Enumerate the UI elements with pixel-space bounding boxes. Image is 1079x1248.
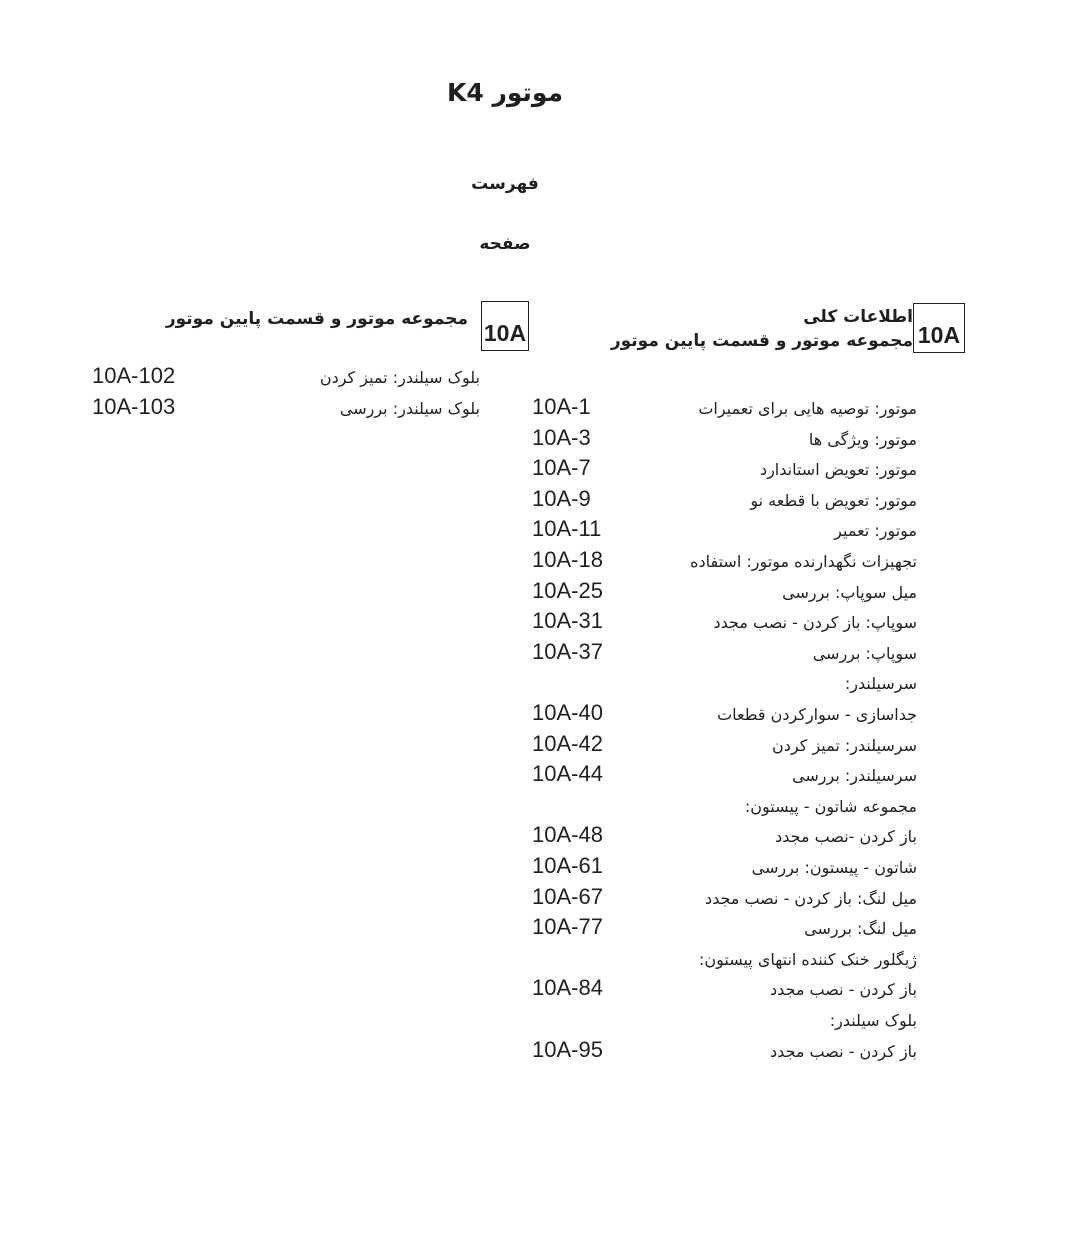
toc-entry[interactable] bbox=[0, 913, 1079, 944]
toc-entry[interactable] bbox=[0, 393, 1079, 424]
toc-entry[interactable] bbox=[0, 821, 1079, 852]
toc-entry-label: ژیگلور خنک کننده انتهای پیستون: bbox=[698, 949, 917, 969]
toc-entry-page: 10A-7 bbox=[532, 455, 591, 481]
toc-entry[interactable] bbox=[0, 577, 1079, 608]
toc-entry-label: میل لنگ: باز کردن - نصب مجدد bbox=[704, 888, 917, 908]
toc-entry-label: موتور: تعمیر bbox=[834, 521, 917, 541]
toc-entry-label: میل لنگ: بررسی bbox=[804, 919, 917, 939]
toc-entry[interactable] bbox=[0, 852, 1079, 883]
toc-entry[interactable] bbox=[0, 791, 1079, 822]
toc-entry[interactable] bbox=[0, 1005, 1079, 1036]
toc-entry-page: 10A-37 bbox=[532, 638, 603, 664]
toc-entry-page: 10A-25 bbox=[532, 577, 603, 603]
toc-entry-label: جداسازی - سوارکردن قطعات bbox=[717, 705, 917, 724]
document-title: موتور K4 bbox=[446, 78, 564, 107]
toc-entry-page: 10A-3 bbox=[532, 424, 591, 450]
toc-entry-page: 10A-48 bbox=[532, 822, 603, 848]
toc-entry-label: سرسیلندر: بررسی bbox=[792, 766, 917, 786]
heading-line-2: مجموعه موتور و قسمت پایین موتور bbox=[610, 331, 913, 351]
toc-entry-label: موتور: ویژگی ها bbox=[808, 429, 917, 449]
toc-entry-label: سرسیلندر: تمیز کردن bbox=[772, 735, 917, 755]
toc-entry-page: 10A-40 bbox=[532, 700, 603, 725]
toc-entry[interactable] bbox=[0, 546, 1079, 577]
toc-entry[interactable] bbox=[0, 944, 1079, 975]
toc-entry-page: 10A-18 bbox=[532, 547, 603, 572]
toc-entry-label: شاتون - پیستون: بررسی bbox=[751, 858, 917, 877]
section-box-left: 10A bbox=[481, 301, 529, 351]
toc-entry-label: موتور: توصیه هایی برای تعمیرات bbox=[698, 399, 917, 418]
toc-entry[interactable] bbox=[0, 730, 1079, 761]
toc-entry[interactable] bbox=[0, 883, 1079, 914]
right-section-heading bbox=[611, 303, 913, 355]
toc-entry-page: 10A-11 bbox=[532, 516, 602, 542]
toc-entry[interactable] bbox=[0, 699, 1079, 730]
toc-entry[interactable] bbox=[0, 362, 1079, 393]
toc-entry[interactable] bbox=[0, 515, 1079, 546]
toc-entry-label: سرسیلندر: bbox=[844, 674, 917, 694]
contents-heading: فهرست bbox=[471, 174, 539, 194]
toc-entry[interactable] bbox=[0, 424, 1079, 455]
toc-entry-label: تجهیزات نگهدارنده موتور: استفاده bbox=[690, 552, 917, 571]
toc-entry[interactable] bbox=[0, 668, 1079, 699]
toc-entry-label: موتور: تعویض استاندارد bbox=[759, 460, 917, 480]
toc-entry-page: 10A-95 bbox=[532, 1036, 603, 1062]
section-box-right: 10A bbox=[913, 303, 965, 353]
page-column-heading: صفحه bbox=[479, 234, 531, 254]
toc-entry[interactable] bbox=[0, 1036, 1079, 1067]
toc-entry-page: 10A-1 bbox=[532, 394, 591, 419]
toc-entry-page: 10A-9 bbox=[532, 485, 591, 511]
left-section-heading: مجموعه موتور و قسمت پایین موتور bbox=[165, 309, 468, 329]
toc-entry-page: 10A-61 bbox=[532, 853, 603, 878]
toc-entry-label: مجموعه شاتون - پیستون: bbox=[744, 796, 917, 816]
toc-entry[interactable] bbox=[0, 760, 1079, 791]
toc-entry[interactable] bbox=[0, 454, 1079, 485]
toc-entry-page: 10A-102 bbox=[92, 363, 176, 388]
toc-entry-label: سوپاپ: بررسی bbox=[812, 643, 917, 663]
toc-entry-page: 10A-31 bbox=[532, 608, 603, 634]
toc-entry-label: سوپاپ: باز کردن - نصب مجدد bbox=[713, 613, 917, 633]
toc-entry-label: باز کردن - نصب مجدد bbox=[770, 1041, 917, 1061]
toc-entry[interactable] bbox=[0, 607, 1079, 638]
toc-entry-page: 10A-77 bbox=[532, 914, 603, 940]
toc-entry-label: باز کردن -نصب مجدد bbox=[775, 827, 917, 847]
toc-entry-label: باز کردن - نصب مجدد bbox=[770, 980, 917, 1000]
toc-entry-page: 10A-84 bbox=[532, 975, 603, 1001]
toc-entry-label: بلوک سیلندر: تمیز کردن bbox=[319, 368, 480, 387]
toc-entry[interactable] bbox=[0, 485, 1079, 516]
toc-entry[interactable] bbox=[0, 638, 1079, 669]
heading-line-1: اطلاعات کلی bbox=[803, 307, 913, 327]
toc-entry-page: 10A-44 bbox=[532, 761, 603, 787]
toc-entry-page: 10A-67 bbox=[532, 883, 603, 909]
toc-entry[interactable] bbox=[0, 974, 1079, 1005]
toc-entry-label: موتور: تعویض با قطعه نو bbox=[750, 490, 917, 510]
toc-entry-page: 10A-42 bbox=[532, 730, 603, 756]
toc-entry-label: بلوک سیلندر: بررسی bbox=[339, 398, 480, 418]
toc-entry-page: 10A-103 bbox=[92, 393, 176, 419]
toc-entry-label: بلوک سیلندر: bbox=[829, 1011, 917, 1030]
toc-entry-label: میل سوپاپ: بررسی bbox=[782, 582, 917, 602]
